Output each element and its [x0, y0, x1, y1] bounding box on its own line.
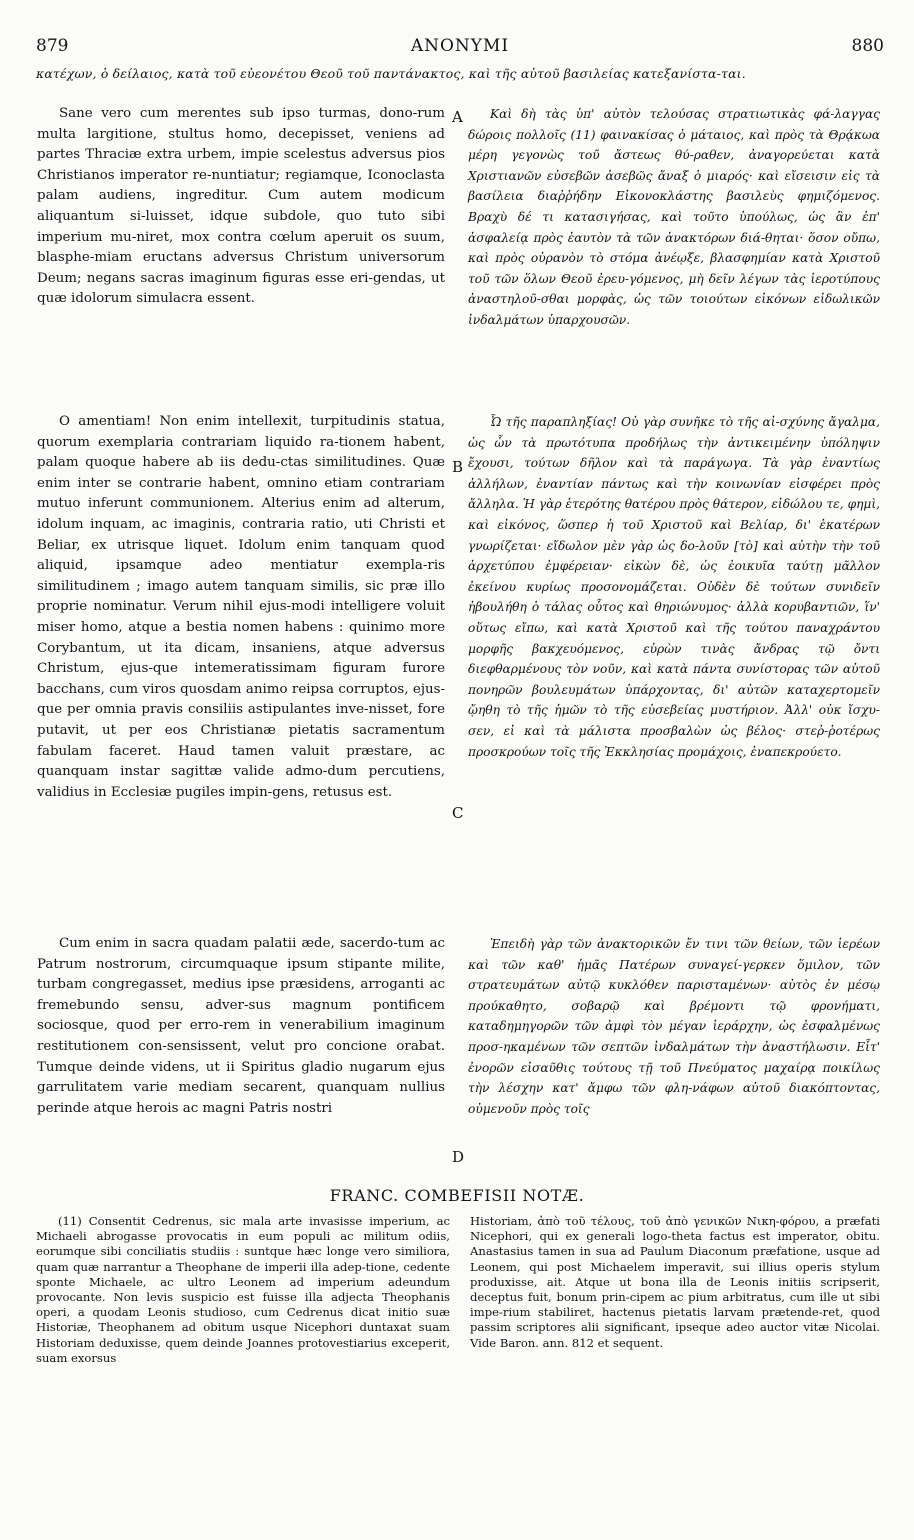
note-11-continuation: Historiam, ἀπὸ τοῦ τέλους, τοῦ ἀπὸ γενικῶν Νικη-φόρου, a præfati Nicephori, qui ex generali logo-theta factus est imperator, obitu. Anastasius tamen in sua ad Paulum Diaconum præfatione, usque ad Leonem, qui post Michaelem imperavit, sui illius operis stylum produxisse, ait. Atque ut bona illa de Leonis initiis scripserit, deceptus fuit, bonum prin-cipem ac pium arbitratus, cum ille ut sibi impe-rium stabiliret, hactenus pietatis larvam prætende-ret, quod passim scriptores alii significant, ipseque adeo auctor vitæ Nicolai. Vide Baron. ann. 812 et sequent. — [470, 1214, 880, 1350]
latin-column-block-1 — [37, 104, 445, 310]
notes-right-column — [470, 1214, 880, 1351]
latin-column-block-2 — [37, 412, 445, 803]
margin-marker-c: C — [452, 804, 464, 822]
margin-marker-d: D — [452, 1148, 465, 1166]
note-11-text: (11) Consentit Cedrenus, sic mala arte invasisse imperium, ac Michaeli abrogasse provocatis in eum populi ac militum odiis, eorumque sibi conciliatis studiis : suntque hæc longe vero similiora, quam quæ narrantur a Theophane de imperii illa adep-tione, cedente sponte Michaele, ac ultro Leonem ad imperium adeundum provocante. Non levis suspicio est fuisse illa adjecta Theophanis operi, a quodam Leonis studioso, cum Cedrenus dicat initio suæ Historiæ, Theophanem ad obitum usque Nicephori duntaxat suam Historiam deduxisse, quem deinde Joannes protovestiarius exceperit, suam exorsus — [36, 1214, 450, 1365]
page-number-left: 879 — [36, 36, 69, 56]
greek-column-block-3 — [468, 934, 880, 1119]
latin-paragraph-3: Cum enim in sacra quadam palatii æde, sacerdo-tum ac Patrum nostrorum, circumquaque ipsum stipante milite, turbam congregasset, medius ipse præsidens, arroganti ac fremebundo sensu, adver-sus magnum pontificem sociosque, quod per erro-rem in venerabilium imaginum restitutionem con-sensissent, velut pro concione orabat. Tumque deinde videns, ut ii Spiritus gladio nugarum ejus garrulitatem varie mediam secarent, quanquam nullius perinde atque herois ac magni Patris nostri — [37, 936, 445, 1116]
page-number-right: 880 — [851, 36, 884, 56]
running-title: ANONYMI — [410, 36, 510, 56]
page-header — [36, 36, 884, 60]
greek-paragraph-2: Ὦ τῆς παραπληξίας! Οὐ γὰρ συνῆκε τὸ τῆς αἰ-σχύνης ἄγαλμα, ὡς ὧν τὰ πρωτότυπα προδήλως τὴν ἀντικειμένην ὑπόληψιν ἔχουσι, τούτων δῆλον καὶ τὰ παράγωγα. Τὰ γὰρ ἐναντίως ἀλλήλων, ἐναντίαν πάντως καὶ τὴν κοινωνίαν εἰσφέρει πρὸς ἄλληλα. Ἡ γὰρ ἑτερότης θατέρου πρὸς θάτερον, εἰδώλου τε, φημὶ, καὶ εἰκόνος, ὥσπερ ἡ τοῦ Χριστοῦ καὶ Βελίαρ, δι' ἑκατέρων γνωρίζεται· εἴδωλον μὲν γὰρ ὡς δο-λοῦν [τὸ] καὶ αὐτὴν τὴν τοῦ ἀρχετύπου ἐμφέρειαν· εἰκὼν δὲ, ὡς ἐοικυῖα ταύτῃ μᾶλλον ἐκείνου κυρίως προσονομάζεται. Οὐδὲν δὲ τούτων συνιδεῖν ἠβουλήθη ὁ τάλας οὗτος καὶ θηριώνυμος· ἀλλὰ κορυβαντιῶν, ἵν' οὕτως εἴπω, καὶ κατὰ Χριστοῦ καὶ τῆς τούτου παναχράντου μορφῆς βακχευόμενος, εὑρὼν τινὰς ἄνδρας τῷ ὄντι διεφθαρμένους τὸν νοῦν, καὶ κατὰ πάντα συνίστορας τῶν αὐτοῦ πονηρῶν βουλευμάτων ὑπάρχοντας, δι' αὐτῶν καταχερτομεῖν ᾤηθη τὸ τῆς ἡμῶν τὸ τῆς εὐσεβείας μυστήριον. Ἀλλ' οὐκ ἴσχυ-σεν, εἰ καὶ τὰ μάλιστα προσβαλὼν ὡς βέλος· στεῤ-ῥοτέρως προσκρούων τοῖς τῆς Ἐκκλησίας προμάχοις, ἐναπεκρούετο. — [468, 415, 880, 759]
notes-heading: FRANC. COMBEFISII NOTÆ. — [329, 1186, 585, 1205]
greek-paragraph-1: Καὶ δὴ τὰς ὑπ' αὐτὸν τελούσας στρατιωτικὰς φά-λαγγας δώροις πολλοῖς (11) φαινακίσας ὁ μάταιος, καὶ πρὸς τὰ Θρᾴκωα μέρη γεγονὼς τοῦ ἄστεως θύ-ραθεν, ἀναγορεύεται κατὰ Χριστιανῶν εὐσεβῶν ἀσεβῶς ἄναξ ὁ μιαρός· καὶ εἴσεισιν εἰς τὰ βασίλεια διαῤῥήδην Εἰκονοκλάστης βασιλεὺς φημιζόμενος. Βραχὺ δέ τι κατασιγήσας, καὶ τοῦτο ὑπούλως, ὡς ἂν ἐπ' ἀσφαλείᾳ πρὸς ἑαυτὸν τὰ τῶν ἀνακτόρων διά-θηται· ὅσον οὔπω, καὶ πρὸς οὐρανὸν τὸ στόμα ἀνέῳξε, βλασφημίαν κατὰ Χριστοῦ τοῦ τῶν ὅλων Θεοῦ ἐρευ-γόμενος, μὴ δεῖν λέγων τὰς ἱεροτύπους ἀναστηλοῦ-σθαι μορφὰς, ὡς τῶν τοιούτων εἰκόνων εἰδωλικῶν ἰνδαλμάτων ὑπαρχουσῶν. — [468, 107, 880, 327]
margin-marker-b: B — [452, 458, 464, 476]
notes-left-column — [36, 1214, 450, 1366]
greek-column-block-2 — [468, 412, 880, 762]
latin-paragraph-2: O amentiam! Non enim intellexit, turpitudinis statua, quorum exemplaria contrariam liquido ra-tionem habent, palam quoque habere ab iis dedu-ctas similitudines. Quæ enim inter se contrarie habent, omnino etiam contrariam mutuo inferunt communionem. Alterius enim ad alterum, idolum inquam, ac imaginis, contraria ratio, uti Christi et Beliar, ex utrisque liquet. Idolum enim tanquam quod aliquid, ipsamque adeo mentiatur exempla-ris similitudinem ; imago autem tanquam similis, sic præ illo proprie nominatur. Verum nihil ejus-modi intelligere voluit miser homo, atque a bestia nomen habens : quinimo more Corybantum, ut ita dicam, insaniens, atque adversus Christum, ejus-que intemeratissimam figuram furore bacchans, cum viros quosdam animo reipsa corruptos, ejus-que per omnia pravis consiliis astipulantes inve-nisset, fore putavit, ut per eos Christianæ pietatis sacramentum fabulam faceret. Haud tamen valuit præstare, ac quanquam instar sagittæ valide admo-dum percutiens, validius in Ecclesiæ pugiles impin-gens, retusus est. — [37, 414, 445, 800]
latin-column-block-3 — [37, 934, 445, 1119]
greek-column-block-1 — [468, 104, 880, 331]
greek-paragraph-3: Ἐπειδὴ γὰρ τῶν ἀνακτορικῶν ἔν τινι τῶν θείων, τῶν ἱερέων καὶ τῶν καθ' ἡμᾶς Πατέρων συναγεί-γερκεν ὅμιλον, τῶν στρατευμάτων αὐτῷ κυκλόθεν παρισταμένων· αὐτὸς ἐν μέσῳ προύκαθητο, σοβαρῷ καὶ βρέμοντι τῷ φρονήματι, καταδημηγορῶν τῶν ἀμφὶ τὸν μέγαν ἱεράρχην, ὡς ἐσφαλμένως προσ-ηκαμένων τῶν σεπτῶν ἰνδαλμάτων τὴν ἀναστήλωσιν. Εἶτ' ἐνορῶν εἰσαῦθις τούτους τῇ τοῦ Πνεύματος μαχαίρᾳ ποικίλως τὴν λέσχην κατ' ἄμφω τῶν φλη-νάφων αὐτοῦ διακόπτοντας, οὐμενοῦν πρὸς τοῖς — [468, 937, 880, 1116]
margin-marker-a: A — [452, 108, 463, 126]
greek-carryover-line: κατέχων, ὁ δείλαιος, κατὰ τοῦ εὐεονέτου Θεοῦ τοῦ παντάνακτος, καὶ τῆς αὐτοῦ βασιλείας κατεξανίστα-ται. — [36, 66, 746, 81]
latin-paragraph-1: Sane vero cum merentes sub ipso turmas, dono-rum multa largitione, stultus homo, decepisset, veniens ad partes Thraciæ extra urbem, impie scelestus adversus pios Christianos imperator re-nuntiatur; regiamque, Iconoclasta palam audiens, ingreditur. Cum autem modicum aliquantum si-luisset, idque subdole, quo tuto sibi imperium mu-niret, mox contra cœlum aperuit os suum, blasphe-miam eructans adversus Christum universorum Deum; negans sacras imaginum figuras esse eri-gendas, ut quæ idolorum simulacra essent. — [37, 106, 445, 307]
